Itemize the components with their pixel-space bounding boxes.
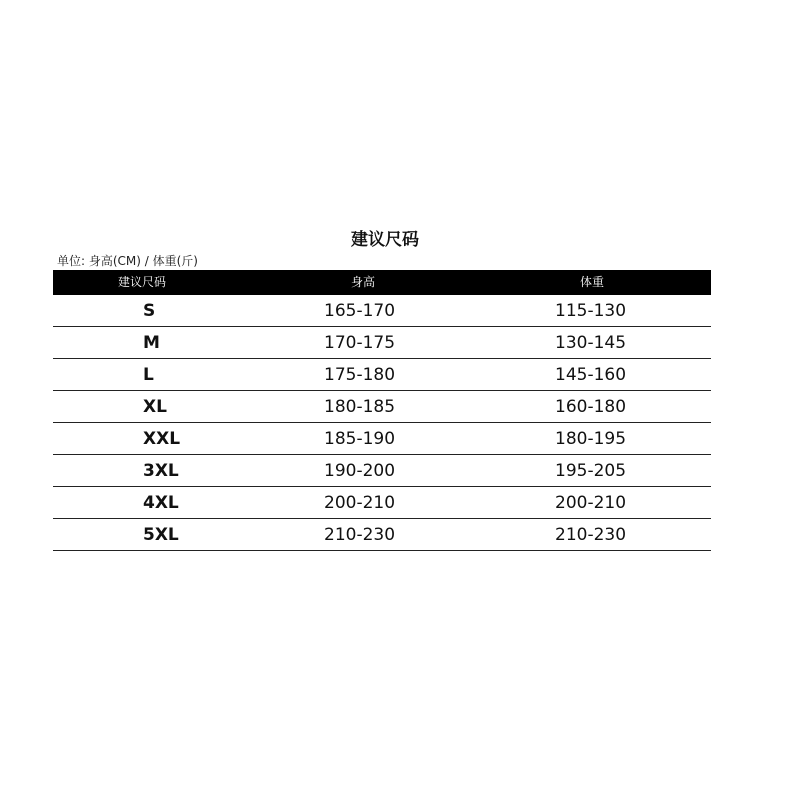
- weight-cell: 195-205: [473, 455, 711, 487]
- weight-cell: 145-160: [473, 359, 711, 391]
- table-row: [53, 327, 711, 359]
- height-cell: 180-185: [253, 391, 473, 423]
- header-size: 建议尺码: [53, 270, 253, 295]
- table-header: [53, 270, 711, 295]
- size-cell: XXL: [53, 423, 253, 455]
- size-chart-title: 建议尺码: [351, 230, 419, 250]
- size-cell: 3XL: [53, 455, 253, 487]
- header-weight: 体重: [473, 270, 711, 295]
- size-cell: 4XL: [53, 487, 253, 519]
- height-cell: 210-230: [253, 519, 473, 551]
- size-cell: L: [53, 359, 253, 391]
- table-row: [53, 295, 711, 327]
- height-cell: 175-180: [253, 359, 473, 391]
- height-cell: 185-190: [253, 423, 473, 455]
- weight-cell: 160-180: [473, 391, 711, 423]
- height-cell: 200-210: [253, 487, 473, 519]
- weight-cell: 130-145: [473, 327, 711, 359]
- size-cell: M: [53, 327, 253, 359]
- header-height: 身高: [253, 270, 473, 295]
- table-body: [53, 295, 711, 551]
- size-cell: 5XL: [53, 519, 253, 551]
- table-row: [53, 487, 711, 519]
- size-cell: XL: [53, 391, 253, 423]
- table-row: [53, 359, 711, 391]
- table-row: [53, 391, 711, 423]
- table-row: [53, 455, 711, 487]
- size-chart-table: [53, 270, 711, 551]
- weight-cell: 115-130: [473, 295, 711, 327]
- weight-cell: 210-230: [473, 519, 711, 551]
- height-cell: 170-175: [253, 327, 473, 359]
- table-row: [53, 519, 711, 551]
- header-row: [53, 270, 711, 295]
- table-row: [53, 423, 711, 455]
- weight-cell: 200-210: [473, 487, 711, 519]
- height-cell: 190-200: [253, 455, 473, 487]
- size-cell: S: [53, 295, 253, 327]
- height-cell: 165-170: [253, 295, 473, 327]
- weight-cell: 180-195: [473, 423, 711, 455]
- unit-note: 单位: 身高(CM) / 体重(斤): [57, 254, 198, 268]
